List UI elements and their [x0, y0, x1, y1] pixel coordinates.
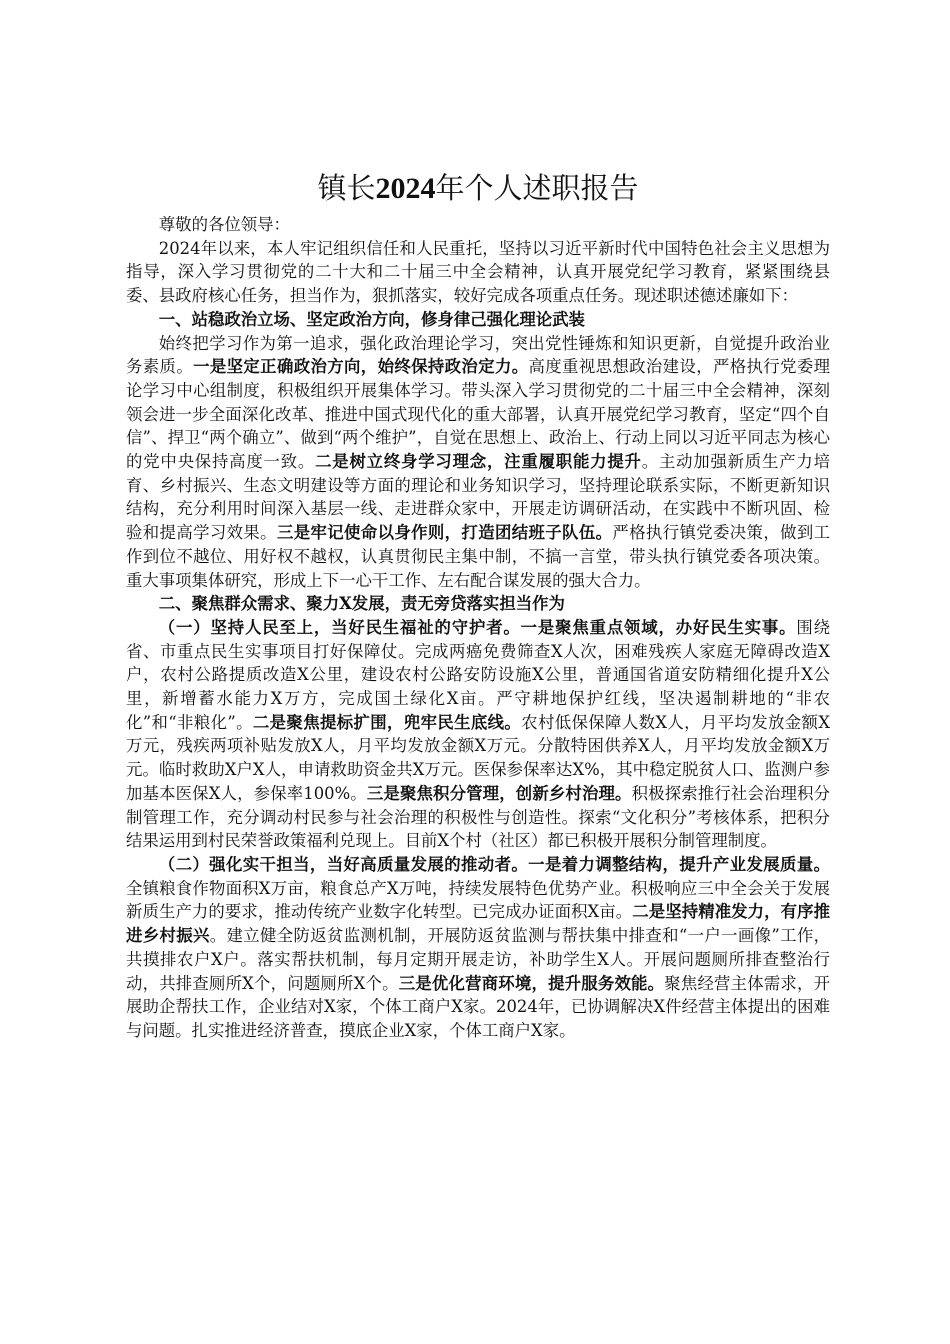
s2p1-text-3: 积极探索推行社会治理积分制管理工作，充分调动村民参与社会治理的积极性与创造性。探索“文化积分”考核体系，把积分结果运用到村民荣誉政策福利兑现上。目前X个村（社区）都已积极开展积分制管理制度。: [126, 783, 831, 851]
s2p1-point-1: （一）坚持人民至上，当好民生福祉的守护者。一是聚焦重点领域，办好民生实事。: [158, 617, 797, 637]
s1-point-1: 一是坚定正确政治方向，始终保持政治定力。: [193, 357, 529, 377]
s2p2-text-3: 聚焦经营主体需求，开展助企帮扶工作，企业结对X家，个体工商户X家。2024年，已协调解决X件经营主体提出的困难与问题。扎实推进经济普查，摸底企业X家，个体工商户X家。: [126, 973, 831, 1040]
document-page: [126, 168, 830, 1043]
s1-text-4: 严格执行镇党委决策，做到工作到位不越位、用好权不越权，认真贯彻民主集中制，不搞一言堂，带头执行镇党委各项决策。重大事项集体研究，形成上下一心干工作、左右配合谋发展的强大合力。: [126, 523, 831, 590]
s2p2-text-1: 全镇粮食作物面积X万亩，粮食总产X万吨，持续发展特色优势产业。积极响应三中全会关于发展新质生产力的要求，推动传统产业数字化转型。已完成办证面积X亩。: [126, 878, 830, 922]
section-2-heading: 二、聚焦群众需求、聚力X发展，责无旁贷落实担当作为: [158, 594, 565, 614]
title-prefix: 镇长: [317, 171, 376, 205]
s2p2-text-2: 。建立健全防返贫监测机制，开展防返贫监测与帮扶集中排查和“一户一画像”工作，共摸排农户X户。落实帮扶机制，每月定期开展走访，补助学生X人。开展问题厕所排查整治行动，共排查厕所X个，问题厕所X个。: [126, 926, 830, 993]
s2p1-text-1: 围绕省、市重点民生实事项目打好保障仗。完成两癌免费筛查X人次，困难残疾人家庭无障碍改造X户，农村公路提质改造X公里，建设农村公路安防设施X公里，普通国省道安防精细化提升X公里，新增蓄水能力X万方，完成国土绿化X亩。严守耕地保护红线，坚决遏制耕地的“非农化”和“非粮化”。: [126, 617, 830, 732]
s1-point-2: 二是树立终身学习理念，注重履职能力提升: [315, 452, 642, 472]
section-1-paragraph: [126, 332, 830, 593]
document-title: [126, 168, 830, 209]
section-2-paragraph-2: [126, 853, 830, 1043]
s2p1-point-3: 三是聚焦积分管理，创新乡村治理。: [366, 783, 632, 803]
s2p1-point-2: 二是聚焦提标扩围，兜牢民生底线。: [252, 712, 522, 732]
s2p2-point-3: 三是优化营商环境，提升服务效能。: [398, 973, 665, 993]
s1-point-3: 三是牢记使命以身作则，打造团结班子队伍。: [276, 523, 613, 543]
s1-text-1: 始终把学习作为第一追求，强化政治理论学习，突出党性锤炼和知识更新，自觉提升政治业务素质。: [126, 333, 830, 377]
s1-text-2: 高度重视思想政治建设，严格执行党委理论学习中心组制度，积极组织开展集体学习。带头深入学习贯彻党的二十届三中全会精神，深刻领会进一步全面深化改革、推进中国式现代化的重大部署，认真开展党纪学习教育，坚定“四个自信”、捍卫“两个确立”、做到“两个维护”，自觉在思想上、政治上、行动上同以习近平同志为核心的党中央保持高度一致。: [126, 357, 831, 472]
section-1-heading: 一、站稳政治立场、坚定政治方向，修身律己强化理论武装: [158, 309, 585, 329]
title-year: 2024: [375, 172, 436, 205]
intro-paragraph: 2024年以来，本人牢记组织信任和人民重托，坚持以习近平新时代中国特色社会主义思想为指导，深入学习贯彻党的二十大和二十届三中全会精神，认真开展党纪学习教育，紧紧围绕县委、县政府核心任务，担当作为，狠抓落实，较好完成各项重点任务。现述职述德述廉如下：: [126, 238, 830, 306]
title-suffix: 年个人述职报告: [435, 171, 639, 205]
s1-text-3: 。主动加强新质生产力培育、乡村振兴、生态文明建设等方面的理论和业务知识学习，坚持理论联系实际，不断更新知识结构，充分利用时间深入基层一线、走进群众家中，开展走访调研活动，在实践中不断巩固、检验和提高学习效果。: [126, 452, 831, 543]
s2p2-point-2: 二是坚持精准发力，有序推进乡村振兴: [126, 902, 830, 946]
section-2-paragraph-1: [126, 616, 830, 853]
salutation: 尊敬的各位领导：: [158, 215, 290, 234]
s2p1-text-2: 农村低保保障人数X人，月平均发放金额X万元，残疾两项补贴发放X人，月平均发放金额X万元。分散特困供养X人，月平均发放金额X万元。临时救助X户X人，申请救助资金共X万元。医保参保率达X%，其中稳定脱贫人口、监测户参加基本医保X人，参保率100%。: [126, 712, 830, 803]
s2p2-point-1: （二）强化实干担当，当好高质量发展的推动者。一是着力调整结构，提升产业发展质量。: [158, 854, 830, 874]
